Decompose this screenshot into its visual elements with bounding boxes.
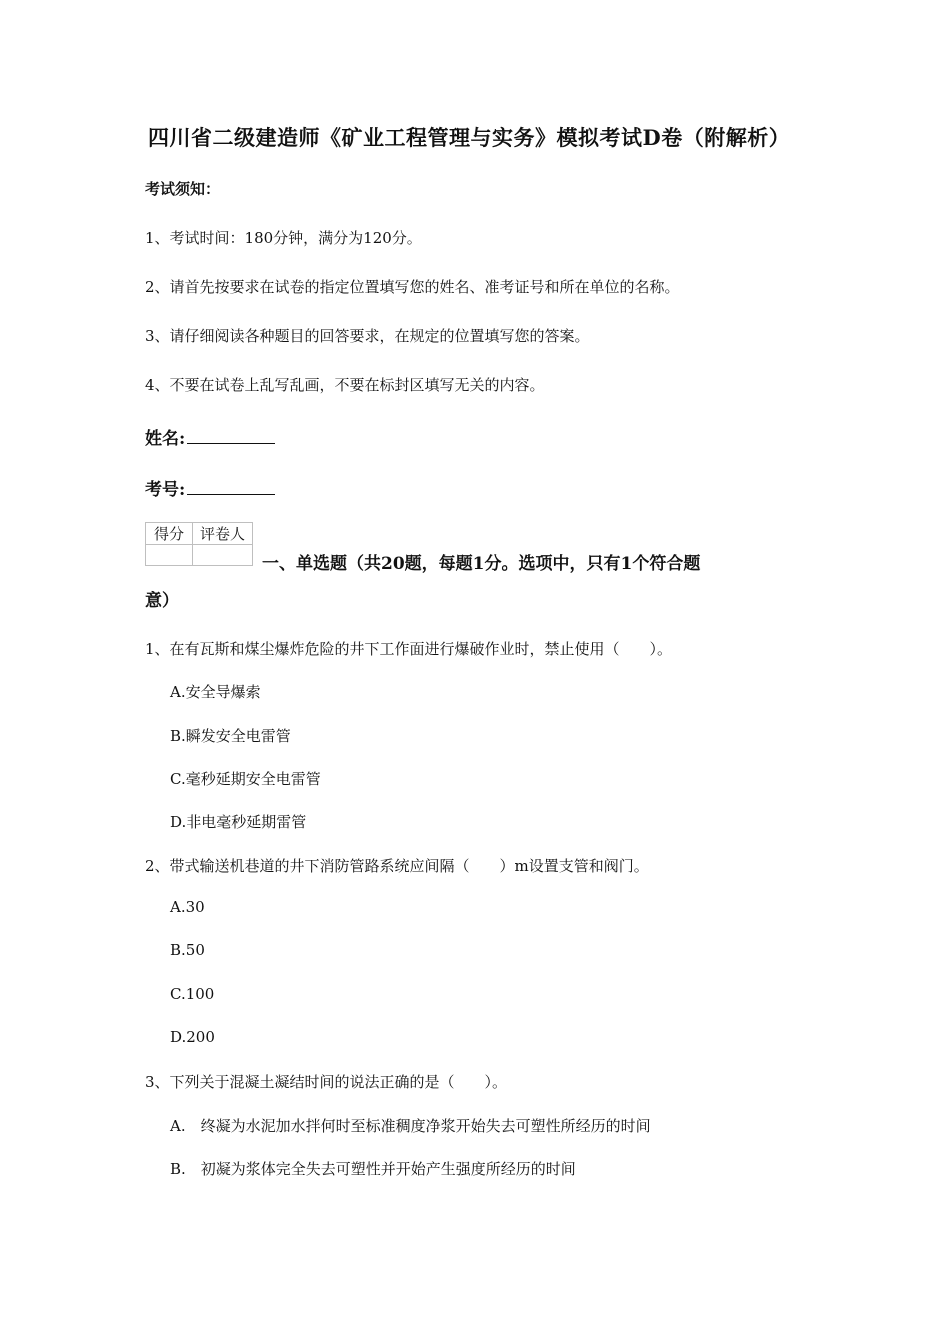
section-title: 一、单选题（共20题，每题1分。选项中，只有1个符合题 xyxy=(262,554,701,574)
question-3: 3、下列关于混凝土凝结时间的说法正确的是（ ）。 xyxy=(145,1073,508,1091)
page-title: 四川省二级建造师《矿业工程管理与实务》模拟考试D卷（附解析） xyxy=(148,125,791,150)
question-1-option: B.瞬发安全电雷管 xyxy=(170,727,291,745)
grader-header: 评卷人 xyxy=(193,523,253,545)
question-1: 1、在有瓦斯和煤尘爆炸危险的井下工作面进行爆破作业时，禁止使用（ ）。 xyxy=(145,640,673,658)
notice-item: 1、考试时间：180分钟，满分为120分。 xyxy=(145,229,422,247)
grader-cell[interactable] xyxy=(193,545,253,566)
question-2-option: A.30 xyxy=(170,898,205,916)
question-1-option: D.非电毫秒延期雷管 xyxy=(170,813,307,831)
notice-item: 4、不要在试卷上乱写乱画，不要在标封区填写无关的内容。 xyxy=(145,376,545,394)
question-2-option: D.200 xyxy=(170,1028,215,1046)
name-blank[interactable] xyxy=(187,425,275,444)
notice-item: 2、请首先按要求在试卷的指定位置填写您的姓名、准考证号和所在单位的名称。 xyxy=(145,278,680,296)
score-header: 得分 xyxy=(146,523,193,545)
score-table xyxy=(145,522,253,566)
question-2: 2、带式输送机巷道的井下消防管路系统应间隔（ ）m设置支管和阀门。 xyxy=(145,857,649,875)
question-3-option: A. 终凝为水泥加水拌何时至标准稠度净浆开始失去可塑性所经历的时间 xyxy=(170,1117,651,1135)
question-3-option: B. 初凝为浆体完全失去可塑性并开始产生强度所经历的时间 xyxy=(170,1160,576,1178)
question-1-option: C.毫秒延期安全电雷管 xyxy=(170,770,321,788)
notice-heading: 考试须知： xyxy=(145,180,221,198)
name-label: 姓名: xyxy=(145,429,186,449)
exam-number-field xyxy=(145,475,275,500)
question-2-option: C.100 xyxy=(170,985,215,1003)
section-title-cont: 意） xyxy=(145,591,179,611)
name-field xyxy=(145,424,275,449)
question-2-option: B.50 xyxy=(170,941,205,959)
question-1-option: A.安全导爆索 xyxy=(170,683,261,701)
exam-number-label: 考号: xyxy=(145,480,186,500)
score-cell[interactable] xyxy=(146,545,193,566)
notice-item: 3、请仔细阅读各种题目的回答要求，在规定的位置填写您的答案。 xyxy=(145,327,590,345)
exam-number-blank[interactable] xyxy=(187,476,275,495)
